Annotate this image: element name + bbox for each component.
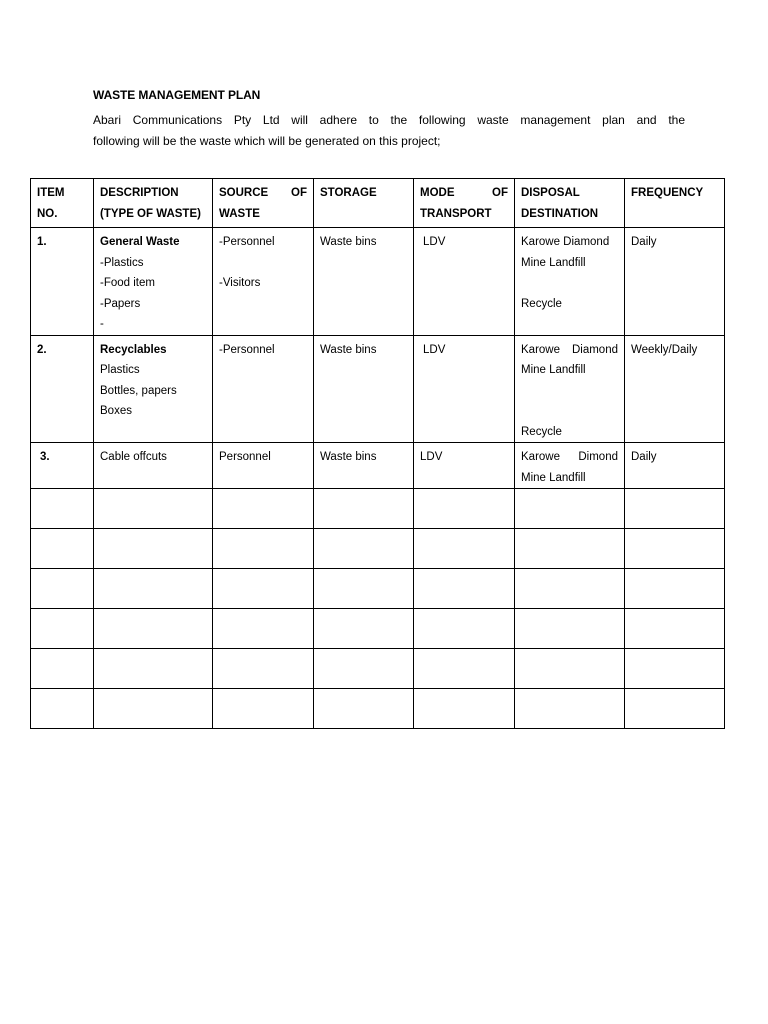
intro-paragraph	[93, 110, 685, 152]
table-row	[31, 228, 725, 336]
cell-frequency: Daily	[625, 228, 725, 336]
cell-storage: Waste bins	[314, 228, 414, 336]
cell-mode: LDV	[414, 228, 515, 336]
empty-table-row	[31, 489, 725, 529]
cell-source: -Personnel -Visitors	[213, 228, 314, 336]
cell-storage: Waste bins	[314, 443, 414, 489]
cell-disposal: Karowe Dimond Mine Landfill	[515, 443, 625, 489]
cell-frequency: Daily	[625, 443, 725, 489]
empty-table-row	[31, 529, 725, 569]
waste-management-table	[30, 178, 725, 729]
empty-table-row	[31, 689, 725, 729]
empty-table-row	[31, 649, 725, 689]
header-mode: MODE OF TRANSPORT	[414, 179, 515, 228]
cell-item: 1.	[31, 228, 94, 336]
cell-item: 2.	[31, 335, 94, 443]
cell-mode: LDV	[414, 335, 515, 443]
header-item: ITEM NO.	[31, 179, 94, 228]
cell-item: 3.	[31, 443, 94, 489]
cell-disposal: Karowe Diamond Mine Landfill Recycle	[515, 335, 625, 443]
cell-disposal: Karowe Diamond Mine Landfill Recycle	[515, 228, 625, 336]
cell-description: Cable offcuts	[94, 443, 213, 489]
header-source: SOURCE OF WASTE	[213, 179, 314, 228]
empty-table-row	[31, 609, 725, 649]
cell-mode: LDV	[414, 443, 515, 489]
table-header-row	[31, 179, 725, 228]
table-row	[31, 443, 725, 489]
cell-source: Personnel	[213, 443, 314, 489]
cell-description: General Waste -Plastics -Food item -Papers -	[94, 228, 213, 336]
document-title: WASTE MANAGEMENT PLAN	[93, 88, 261, 102]
cell-description: Recyclables Plastics Bottles, papers Boxes	[94, 335, 213, 443]
empty-table-row	[31, 569, 725, 609]
header-storage: STORAGE	[314, 179, 414, 228]
header-description: DESCRIPTION (TYPE OF WASTE)	[94, 179, 213, 228]
cell-source: -Personnel	[213, 335, 314, 443]
cell-storage: Waste bins	[314, 335, 414, 443]
intro-line-1: Abari Communications Pty Ltd will adhere to the following waste management plan and the	[93, 113, 685, 127]
cell-frequency: Weekly/Daily	[625, 335, 725, 443]
intro-line-2: following will be the waste which will be generated on this project;	[93, 134, 441, 148]
header-disposal: DISPOSAL DESTINATION	[515, 179, 625, 228]
header-frequency: FREQUENCY	[625, 179, 725, 228]
table-row	[31, 335, 725, 443]
